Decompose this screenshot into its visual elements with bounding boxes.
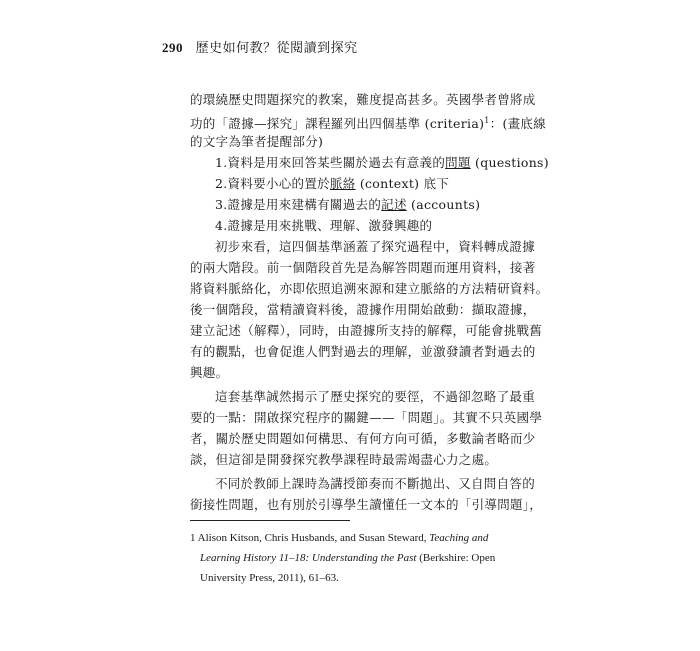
- footnote-line: 1 Alison Kitson, Chris Husbands, and Susan Steward, Teaching and: [190, 532, 489, 544]
- text-line: 有的觀點，也會促進人們對過去的理解，並激發讀者對過去的: [190, 344, 536, 359]
- text-line: 這套基準誠然揭示了歷史探究的要徑，不過卻忽略了最重: [215, 389, 536, 404]
- text-line: 銜接性問題，也有別於引導學生讀懂任一文本的「引導問題」，: [190, 497, 543, 512]
- footnote-line: University Press, 2011), 61–63.: [200, 572, 339, 584]
- text-line: 功的「證據—探究」課程羅列出四個基準 (criteria)$^1$：(畫底線: [190, 116, 547, 132]
- text-line: 建立記述（解釋），同時，由證據所支持的解釋，可能會挑戰舊: [190, 323, 543, 338]
- list-item: 3.證據是用來建構有關過去的記述 (accounts): [215, 197, 481, 212]
- footnote-ref[interactable]: 1: [484, 116, 490, 125]
- text-line: 興趣。: [190, 365, 229, 380]
- text-line: 的環繞歷史問題探究的教案，難度提高甚多。英國學者曾將成: [190, 92, 536, 107]
- list-item: 2.資料要小心的置於脈絡 (context) 底下: [215, 176, 450, 191]
- paragraph-3: [190, 386, 543, 470]
- list-item: 1.資料是用來回答某些關於過去有意義的問題 (questions): [215, 155, 549, 170]
- book-title: 歷史如何教？從閱讀到探究: [195, 41, 358, 56]
- text-line: 不同於教師上課時為講授節奏而不斷拋出、又自問自答的: [215, 476, 536, 491]
- running-header: [162, 37, 358, 56]
- footnote: [190, 528, 512, 588]
- paragraph-2: [190, 236, 549, 383]
- page-number: 290: [162, 40, 183, 55]
- text-line: 將資料脈絡化，亦即依照追溯來源和建立脈絡的方法精研資料。: [190, 281, 549, 296]
- footnote-line: Learning History 11–18: Understanding the Past (Berkshire: Open: [200, 552, 496, 564]
- criteria-list: [215, 152, 549, 236]
- text-line: 的文字為筆者提醒部分): [190, 134, 324, 149]
- text-line: 初步來看，這四個基準涵蓋了探究過程中，資料轉成證據: [215, 239, 536, 254]
- paragraph-1: [190, 89, 547, 152]
- text-line: 談，但這卻是開發探究教學課程時最需竭盡心力之處。: [190, 452, 498, 467]
- text-line: 後一個階段，當精讀資料後，證據作用開始啟動：擷取證據，: [190, 302, 536, 317]
- paragraph-4: [190, 473, 543, 515]
- text-line: 的兩大階段。前一個階段首先是為解答問題而運用資料，接著: [190, 260, 536, 275]
- text-line: 者，關於歷史問題如何構思、有何方向可循，多數論者略而少: [190, 431, 536, 446]
- footnote-divider: [190, 520, 350, 521]
- text-line: 要的一點：開啟探究程序的關鍵——「問題」。其實不只英國學: [190, 410, 543, 425]
- list-item: 4.證據是用來挑戰、理解、激發興趣的: [215, 218, 433, 233]
